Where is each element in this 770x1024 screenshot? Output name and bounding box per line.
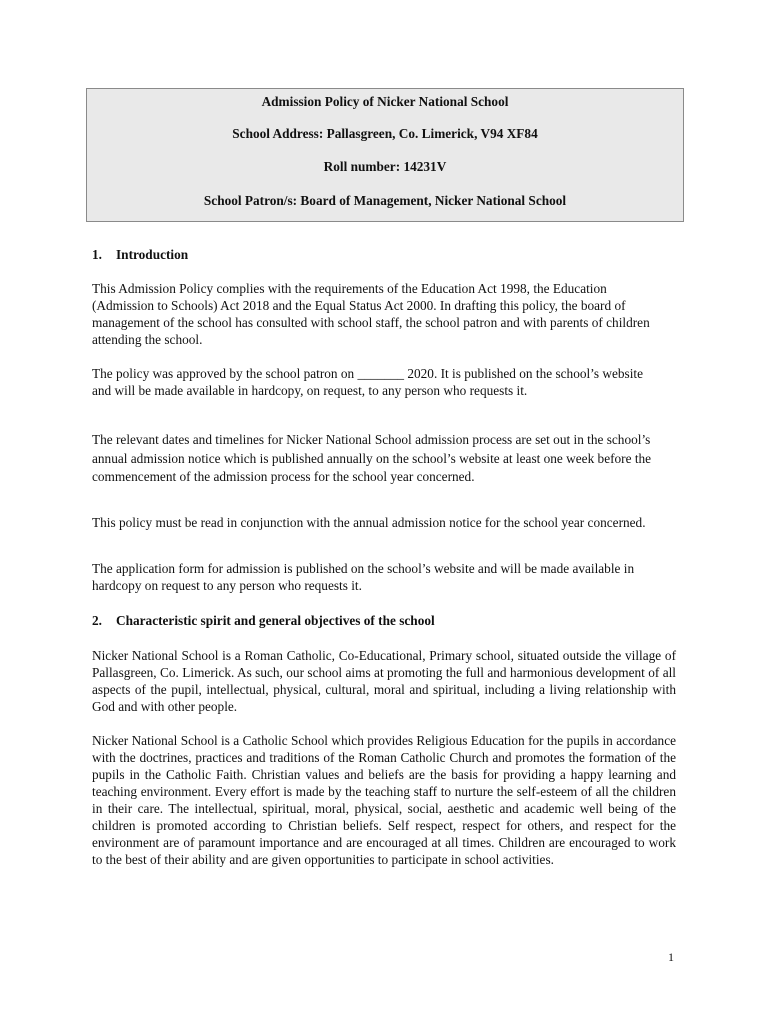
- section-title: Introduction: [116, 247, 189, 262]
- paragraph: Nicker National School is a Catholic School which provides Religious Education for the pupils in accordance with the doctrines, practices and traditions of the Roman Catholic Church and promotes the formation of the pupils in the Catholic Faith. Christian values and beliefs are the basis for providing a happy learning and teaching environment. Every effort is made by the teaching staff to nurture the self-esteem of all the children in their care. The intellectual, spiritual, moral, physical, social, aesthetic and academic well being of the children is promoted according to Christian beliefs. Self respect, respect for others, and respect for the environment are of paramount importance and are encouraged at all times. Children are encouraged to work to the best of their ability and are given opportunities to participate in school activities.: [92, 733, 676, 867]
- section-heading-introduction: [92, 247, 188, 263]
- paragraph: This Admission Policy complies with the requirements of the Education Act 1998, the Education (Admission to Schools) Act 2018 and the Equal Status Act 2000. In drafting this policy, the board of management of the school has consulted with school staff, the school patron and with parents of children attending the school.: [92, 281, 650, 347]
- paragraph: Nicker National School is a Roman Catholic, Co-Educational, Primary school, situated outside the village of Pallasgreen, Co. Limerick. As such, our school aims at promoting the full and harmonious development of all aspects of the pupil, intellectual, physical, cultural, moral and spiritual, including a living relationship with God and with other people.: [92, 648, 676, 714]
- policy-title: Admission Policy of Nicker National School: [261, 94, 509, 109]
- roll-number: Roll number: 14231V: [323, 159, 447, 174]
- policy-header-box: [86, 88, 684, 222]
- school-patron: School Patron/s: Board of Management, Nicker National School: [203, 193, 567, 208]
- section-number: 2.: [92, 613, 102, 628]
- paragraph: The relevant dates and timelines for Nicker National School admission process are set out in the school’s annual admission notice which is published annually on the school’s website at least one week before the commencement of the admission process for the school year concerned.: [92, 432, 652, 484]
- section-title: Characteristic spirit and general objectives of the school: [116, 613, 435, 628]
- section-number: 1.: [92, 247, 102, 262]
- page-number: 1: [668, 950, 674, 964]
- paragraph: The policy was approved by the school patron on _______ 2020. It is published on the school’s website and will be made available in hardcopy, on request, to any person who requests it.: [92, 366, 643, 398]
- school-address: School Address: Pallasgreen, Co. Limerick, V94 XF84: [232, 126, 538, 141]
- section-heading-characteristic-spirit: [92, 613, 435, 629]
- paragraph: The application form for admission is published on the school’s website and will be made available in hardcopy on request to any person who requests it.: [92, 561, 635, 593]
- paragraph: This policy must be read in conjunction with the annual admission notice for the school year concerned.: [92, 515, 646, 530]
